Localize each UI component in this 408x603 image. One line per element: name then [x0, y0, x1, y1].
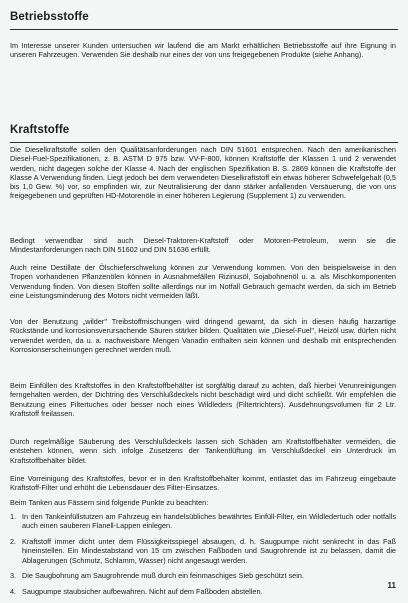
list-item-number: 2. — [10, 537, 17, 547]
paragraph-conditional-fuels: Bedingt verwendbar sind auch Diesel-Traktoren-Kraftstoff oder Motoren-Petroleum, wenn sie die Mindestanforderungen nach DIN 51602 und DIN 51636 erfüllt. — [10, 236, 396, 255]
list-item — [10, 537, 396, 565]
list-item — [10, 571, 396, 580]
paragraph-warning-mixtures: Von der Benutzung „wilder" Treibstoffmischungen wird dringend gewarnt, da sich in diesen häufig harzartige Rückstände und korrosionsverursachende Säuren stärker bilden. Qualitäten wie „Diesel-Fuel", Heizöl usw. dürfen nicht verwendet werden, da u. a. nachweisbare Mengen Vanadin enthalten sein können und deshalb mit entsprechenden Korrosionserscheinungen gerechnet werden muß. — [10, 317, 396, 354]
list-item-text: Kraftstoff immer dicht unter dem Flüssigkeitsspiegel absaugen, d. h. Saugpumpe nicht senkrecht in das Faß hineinstellen. Ein Mindestabstand von 15 cm zwischen Faßboden und Saugrohrende ist zu belassen, damit die Ablagerungen (Schmutz, Schlamm, Wasser) nicht angesaugt werden. — [22, 537, 396, 565]
list-item — [10, 587, 396, 596]
intro-paragraph: Im Interesse unserer Kunden untersuchen wir laufend die am Markt erhältlichen Betriebsstoffe auf ihre Eignung in unseren Fahrzeugen. Verwenden Sie deshalb nur eines der von uns freigegebenen Produkte (siehe Anhang). — [10, 41, 396, 60]
paragraph-filling: Beim Einfüllen des Kraftstoffes in den Kraftstoffbehälter ist sorgfältig darauf zu achten, daß hierbei Verunreinigungen ferngehalten werden, der Dichtring des Verschlußdeckels nicht beschädigt wird und dicht schließt. Wir empfehlen die Benutzung eines Filtertuches oder besser noch eines Wildleders (Filtertrichters). Ausdehnungsvolumen für 2 Ltr. Kraftstoff freilassen. — [10, 381, 396, 418]
list-item — [10, 512, 396, 531]
section-heading-betriebsstoffe: Betriebsstoffe — [10, 11, 89, 23]
list-item-text: Saugpumpe staubsicher aufbewahren. Nicht auf dem Faßboden abstellen. — [22, 587, 263, 597]
section-divider — [10, 142, 398, 143]
paragraph-barrel-intro: Beim Tanken aus Fässern sind folgende Punkte zu beachten: — [10, 498, 209, 507]
manual-page — [10, 0, 398, 600]
page-number: 11 — [387, 581, 396, 590]
list-item-number: 1. — [10, 512, 17, 521]
section-divider — [10, 29, 398, 30]
barrel-instructions-list — [10, 512, 396, 603]
paragraph-cap-cleaning: Durch regelmäßige Säuberung des Verschlußdeckels lassen sich Schäden am Kraftstoffbehälter vermeiden, die entstehen können, wenn sich infolge Zusetzens der Tankentlüftung im Verschlußdeckel ein Unterdruck im Kraftstoffbehälter bildet. — [10, 437, 396, 465]
paragraph-prefiltering: Eine Vorreinigung des Kraftstoffes, bevor er in den Kraftstoffbehälter kommt, entlastet das im Fahrzeug eingebaute Kraftstoff-Filter und erhöht die Lebensdauer des Filter-Einsatzes. — [10, 474, 396, 493]
list-item-text: Die Saugbohrung am Saugrohrende muß durch ein feinmaschiges Sieb geschützt sein. — [22, 571, 304, 581]
paragraph-diesel-specs: Die Dieselkraftstoffe sollen den Qualitätsanforderungen nach DIN 51601 entsprechen. Nach den amerikanischen Diesel-Fuel-Spezifikationen, z. B. ASTM D 975 bzw. VV-F-800, können Kraftstoffe der Klassen 1 und 2 verwendet werden, nicht dagegen solche der Klasse 4. Nach der englischen Spezifikation B. S. 2869 können die Kraftstoffe der Klasse A Verwendung finden. Liegt jedoch bei dem verwendeten Dieselkraftstoff ein etwas höherer Schwefelgehalt (0,5 bis 1,0 Gew. %) vor, so empfinden wir, zur Neutralisierung der dann stärker anfallenden Versäuerung, die von uns freigegebenen und geprüften HD-Motorenöle in einer höheren Legierung (Supplement 1) zu verwenden. — [10, 145, 396, 201]
list-item-text: In den Tankeinfüllstutzen am Fahrzeug ein handelsübliches bewährtes Einfüll-Filter, ein Wildledertuch oder notfalls auch einen sauberen Flanell-Lappen einlegen. — [22, 512, 396, 531]
list-item-number: 4. — [10, 587, 17, 597]
paragraph-distillates: Auch reine Destillate der Ölschieferschwelung können zur Verwendung kommen. Von den beispielsweise in den Tropen vorhandenen Pflanzenölen können in Ausnahmefällen Rizinusöl, Sojabohnenöl u. a. als Mischkomponenten Verwendung finden. Von diesen Stoffen sollte allerdings nur im Notfall Gebrauch gemacht werden, da sich im Betrieb eine Leistungsminderung des Motors nicht vermeiden läßt. — [10, 263, 396, 300]
section-heading-kraftstoffe: Kraftstoffe — [10, 124, 70, 136]
list-item-number: 3. — [10, 571, 17, 581]
